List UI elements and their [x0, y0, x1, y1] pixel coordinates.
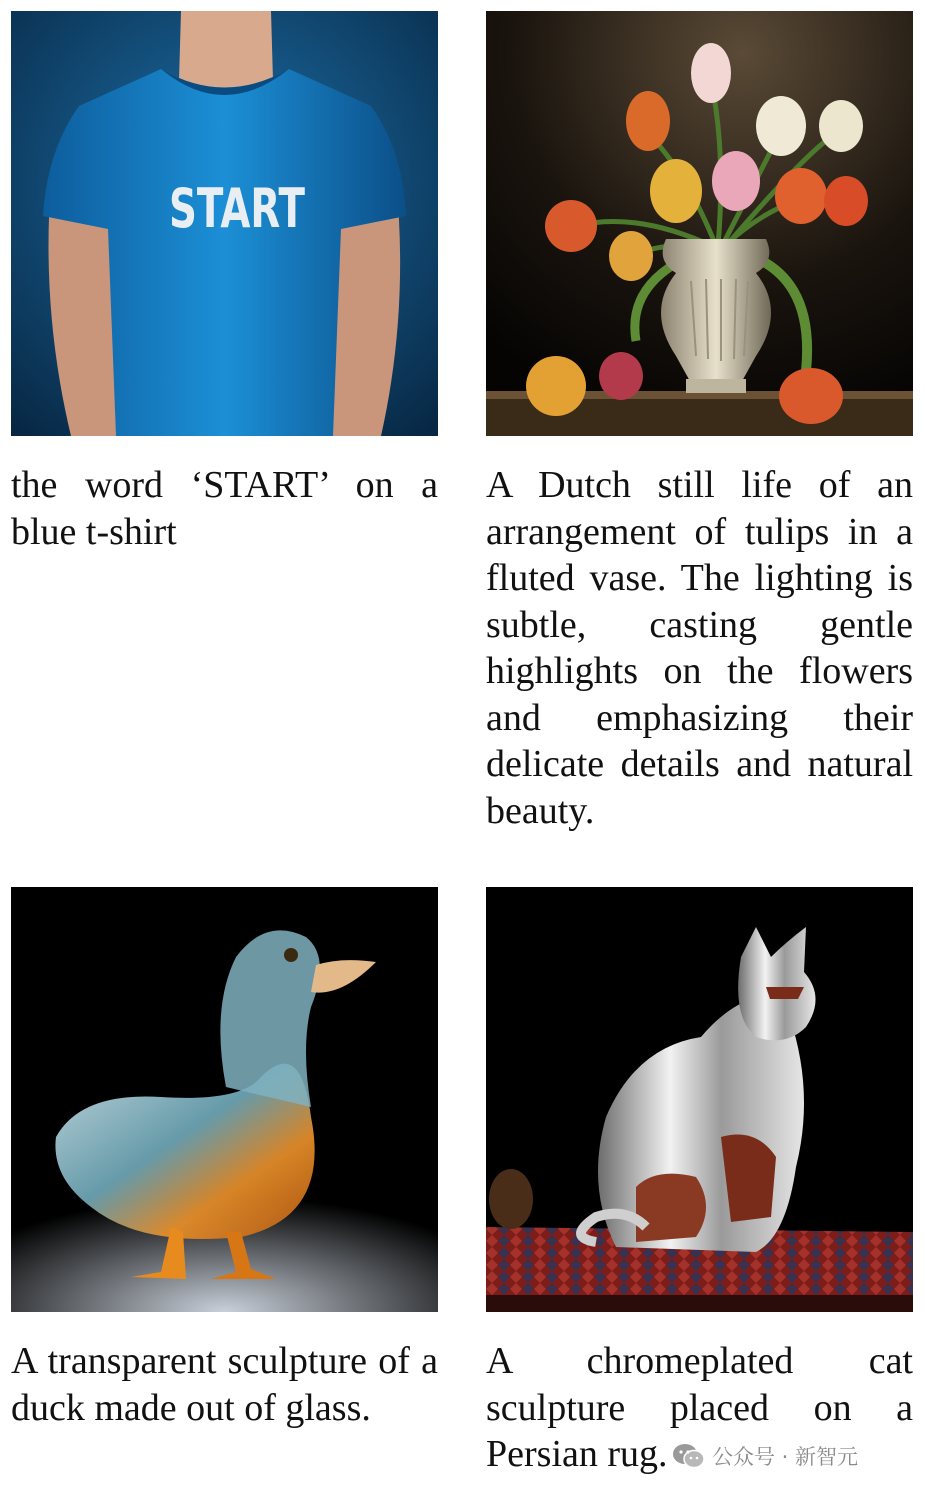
watermark-text: 公众号 · 新智元 — [712, 1445, 859, 1469]
caption-chrome-cat: A chromeplated cat sculpture placed on a Persian rug. — [486, 1340, 913, 1475]
tulips-image — [486, 11, 913, 436]
glass-duck-image — [11, 887, 438, 1312]
glass-duck-illustration — [11, 887, 438, 1312]
tshirt-illustration — [11, 11, 438, 436]
tulips-illustration — [486, 11, 913, 436]
wechat-icon — [672, 1442, 706, 1470]
chrome-cat-illustration — [486, 887, 913, 1312]
tshirt-image — [11, 11, 438, 436]
chrome-cat-image — [486, 887, 913, 1312]
caption-glass-duck: A transparent sculpture of a duck made out of glass. — [11, 1340, 438, 1429]
caption-tshirt: the word ‘START’ on a blue t-shirt — [11, 464, 438, 553]
shirt-text: START — [169, 177, 306, 240]
wechat-watermark — [672, 1438, 858, 1474]
caption-tulips: A Dutch still life of an arrangement of tulips in a fluted vase. The lighting is subtle, casting gentle highlights on the flowers and emphasizing their delicate details and natural beauty. — [486, 464, 913, 832]
